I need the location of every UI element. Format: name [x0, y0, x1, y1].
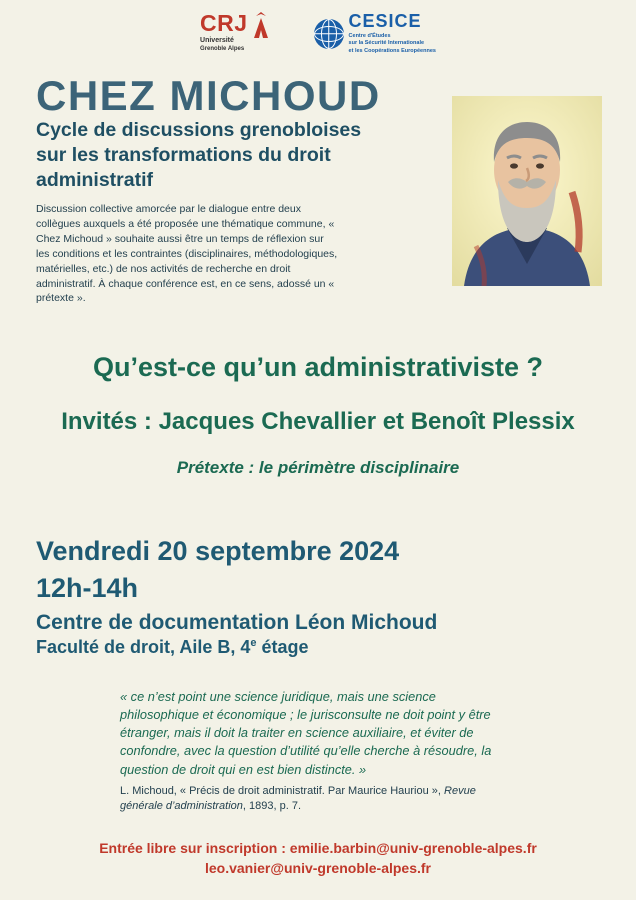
poster-description: Discussion collective amorcée par le dialogue entre deux collègues auxquels a été proposée une thématique commune, « Chez Michoud » souhaite aussi être un temps de réflexion sur les conditions et les contraintes (disciplinaires, méthodologiques, matérielles, etc.) de nos activités de recherche en droit administratif. À chaque conférence est, en ce sens, adossé un « prétexte ». — [36, 203, 338, 305]
crj-logo — [200, 12, 268, 53]
quotation-text: « ce n’est point une science juridique, mais une science philosophique et économique ; le jurisconsulte ne doit point y être étranger, mais il doit la traiter en science auxiliaire, et éviter de confondre, avec la question d’utilité qu’elle cherche à résoudre, la question de droit qui en est bien distincte. » — [120, 689, 492, 777]
event-time: 12h-14h — [36, 573, 139, 603]
event-address — [36, 637, 309, 658]
quotation-source-journal: Revue générale d’administration — [120, 785, 476, 813]
cesice-logo-text — [349, 12, 436, 55]
event-address-text: Faculté de droit, Aile B, 4 — [36, 637, 251, 657]
event-venue: Centre de documentation Léon Michoud — [36, 611, 438, 634]
crj-subtitle — [200, 37, 244, 53]
cesice-line-3: et les Coopérations Européennes — [348, 47, 436, 54]
session-guests: Invités : Jacques Chevallier et Benoît Plessix — [61, 408, 575, 435]
crj-logo-text — [200, 12, 248, 53]
session-pretexte: Prétexte : le périmètre disciplinaire — [176, 458, 460, 477]
portrait-image — [452, 96, 602, 286]
globe-icon — [314, 19, 344, 49]
cesice-line-2: sur la Sécurité Internationale — [348, 40, 425, 47]
poster-title: CHEZ MICHOUD — [36, 72, 381, 119]
cesice-logo — [314, 12, 436, 55]
cesice-line-1: Centre d'Études — [348, 32, 391, 39]
registration-line-2[interactable]: leo.vanier@univ-grenoble-alpes.fr — [204, 860, 432, 876]
event-date: Vendredi 20 septembre 2024 — [36, 536, 400, 566]
poster-subtitle: Cycle de discussions grenobloises sur les transformations du droit administratif — [36, 119, 362, 191]
registration-line-1[interactable]: Entrée libre sur inscription : emilie.barbin@univ-grenoble-alpes.fr — [99, 840, 537, 856]
event-address-ordinal: e — [250, 637, 257, 649]
quotation-source-pre: L. Michoud, « Précis de droit administratif. Par Maurice Hauriou », — [120, 785, 445, 797]
crj-region-line: Grenoble Alpes — [200, 45, 245, 52]
quotation-source — [120, 784, 510, 814]
quotation-source-post: , 1893, p. 7. — [242, 800, 302, 813]
cesice-acronym: CESICE — [348, 11, 422, 31]
event-address-suffix: étage — [256, 637, 309, 657]
crj-university-line: Université — [200, 37, 234, 44]
session-question: Qu’est-ce qu’un administrativiste ? — [92, 352, 544, 382]
cesice-subtitle — [349, 33, 436, 55]
logo-bar — [0, 12, 636, 55]
uga-chevron-icon — [252, 12, 268, 38]
crj-acronym: CRJ — [200, 10, 248, 36]
